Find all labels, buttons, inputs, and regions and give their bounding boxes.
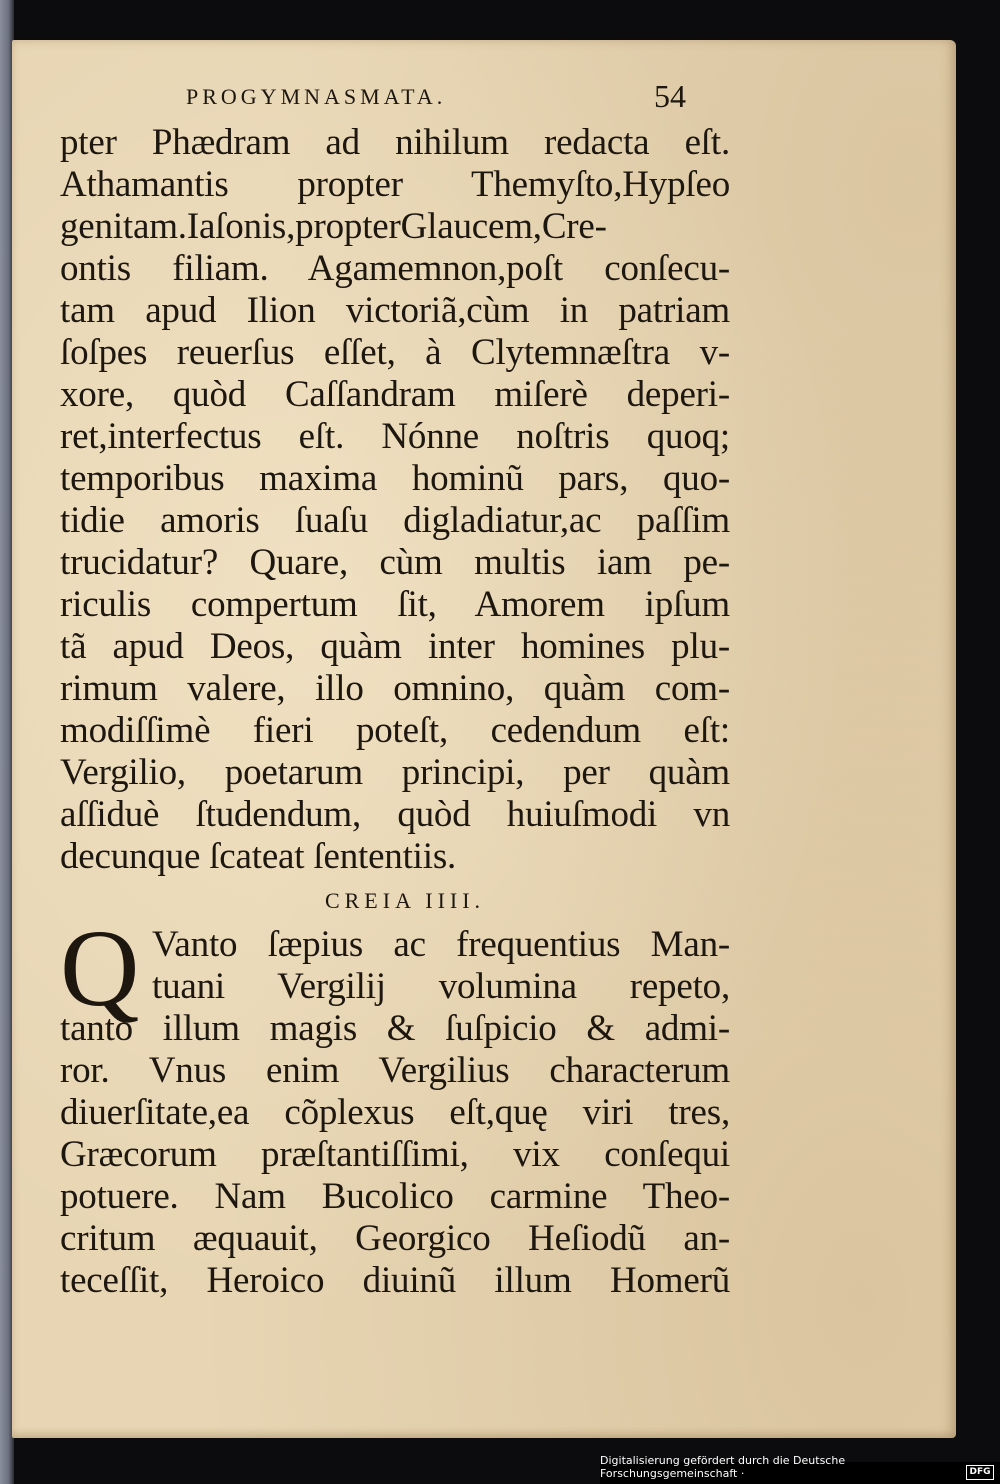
text-line: Vanto ſæpius ac frequentius Man- [152, 924, 730, 965]
text-line: rimum valere, illo omnino, quàm com- [60, 668, 730, 709]
drop-cap: Q [60, 907, 140, 1029]
text-line: genitam.Iaſonis,propterGlaucem,Cre- [60, 206, 607, 247]
book-page [12, 40, 956, 1438]
text-line: critum æquauit, Georgico Heſiodũ an- [60, 1218, 730, 1259]
dfg-logo-icon: DFG [966, 1465, 994, 1480]
text-line: tanto illum magis & ſuſpicio & admi- [60, 1008, 730, 1049]
text-line: Græcorum præſtantiſſimi, vix conſequi [60, 1134, 730, 1175]
text-line: ret,interfectus eſt. Nónne noſtris quoq; [60, 416, 730, 457]
text-line: ontis filiam. Agamemnon,poſt conſecu- [60, 248, 730, 289]
text-line: tam apud Ilion victoriã,cùm in patriam [60, 290, 730, 331]
text-block [60, 78, 730, 1302]
text-line: tuani Vergilij volumina repeto, [152, 966, 730, 1007]
footer-strip [600, 1454, 1000, 1484]
text-line: riculis compertum ſit, Amorem ipſum [60, 584, 730, 625]
text-line: temporibus maxima hominũ pars, quo- [60, 458, 730, 499]
section-heading: CREIA IIII. [324, 888, 486, 913]
text-line: decunque ſcateat ſententiis. [60, 836, 457, 877]
section-paragraph [60, 907, 730, 1302]
text-line: trucidatur? Quare, cùm multis iam pe- [60, 542, 730, 583]
text-line: pter Phædram ad nihilum redacta eſt. [60, 122, 730, 163]
running-head [60, 78, 730, 122]
text-line: modiſſimè fieri poteſt, cedendum eſt: [60, 710, 730, 751]
text-line: tidie amoris ſuaſu digladiatur,ac paſſim [60, 500, 730, 541]
running-title: PROGYMNASMATA. [186, 84, 447, 109]
text-line: diuerſitate,ea cõplexus eſt,quę viri tres, [60, 1092, 730, 1133]
text-line: Vergilio, poetarum principi, per quàm [60, 752, 730, 793]
text-line: ſoſpes reuerſus eſſet, à Clytemnæſtra v- [60, 332, 730, 373]
text-line: xore, quòd Caſſandram miſerè deperi- [60, 374, 730, 415]
text-line: potuere. Nam Bucolico carmine Theo- [60, 1176, 730, 1217]
page-number: 54 [654, 78, 686, 114]
text-line: tã apud Deos, quàm inter homines plu- [60, 626, 730, 667]
text-line: teceſſit, Heroico diuinũ illum Homerũ [60, 1260, 730, 1301]
text-line: ror. Vnus enim Vergilius characterum [60, 1050, 730, 1091]
text-line: Athamantis propter Themyſto,Hypſeo [60, 164, 730, 205]
body-text [60, 122, 730, 878]
footer-credit: Digitalisierung gefördert durch die Deutsche Forschungsgemeinschaft · [600, 1454, 846, 1480]
text-line: aſſiduè ſtudendum, quòd huiuſmodi vn [60, 794, 730, 835]
